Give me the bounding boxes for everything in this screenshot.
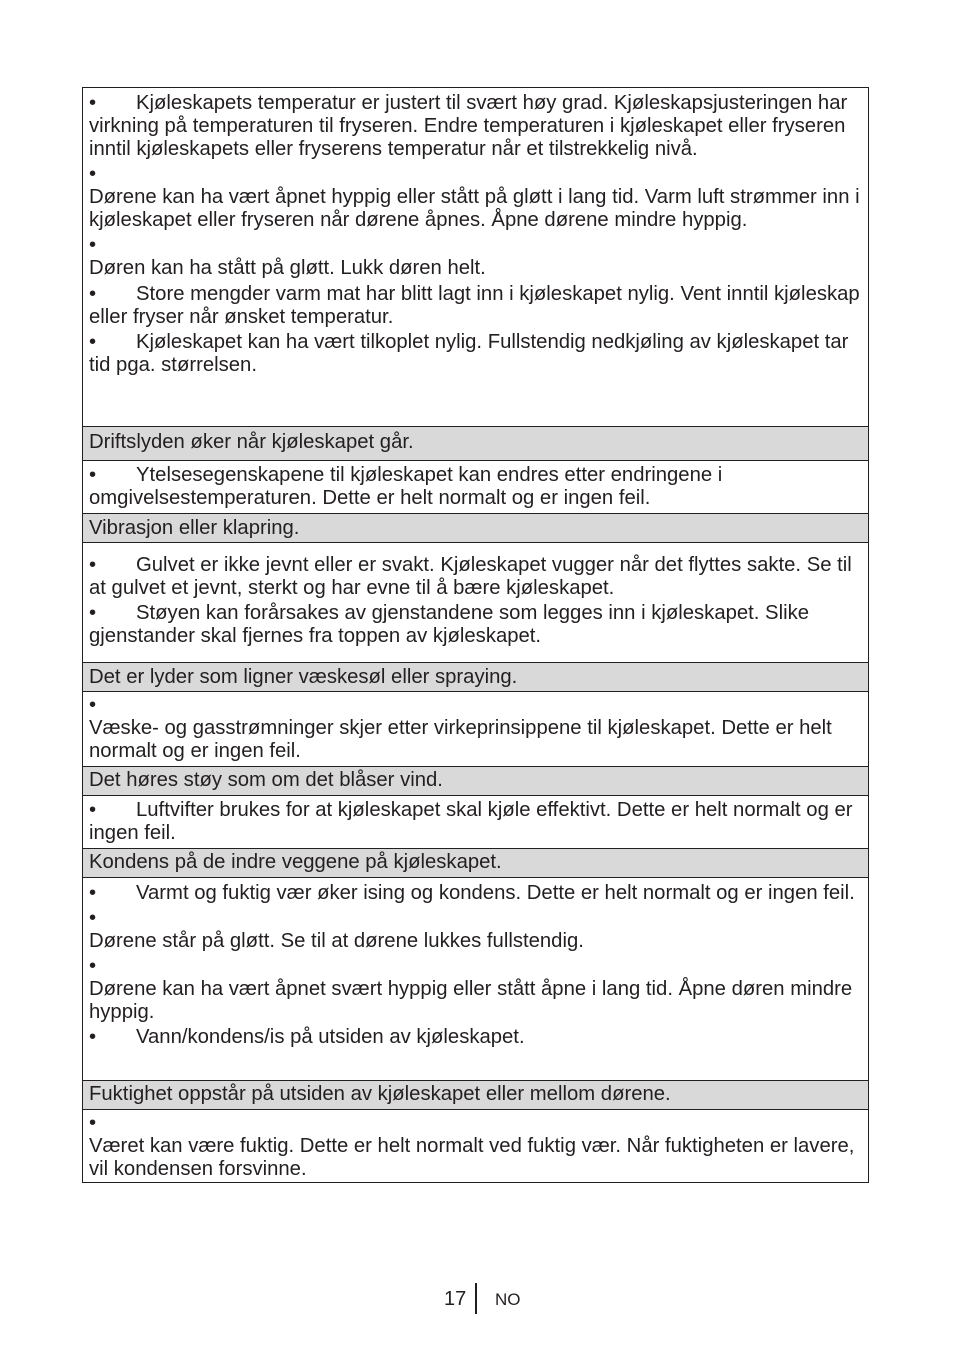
bullet: •: [89, 602, 97, 624]
bullet-paragraph: • Dørene kan ha vært åpnet hyppig eller stått på gløtt i lang tid. Varm luft strømmer inn i kjøleskapet eller fryseren når dørene åpnes. Åpne dørene mindre hyppig.: [89, 163, 862, 232]
table-row: [83, 88, 868, 426]
bullet-paragraph: • Varmt og fuktig vær øker ising og kondens. Dette er helt normalt og er ingen feil.: [89, 882, 855, 904]
bullet: •: [89, 882, 97, 904]
bullet-paragraph: • Kjøleskapet kan ha vært tilkoplet nylig. Fullstendig nedkjøling av kjøleskapet tar tid pga. størrelsen.: [89, 331, 849, 376]
bullet: •: [89, 799, 97, 821]
bullet-paragraph: • Støyen kan forårsakes av gjenstandene som legges inn i kjøleskapet. Slike gjenstander skal fjernes fra toppen av kjøleskapet.: [89, 602, 810, 647]
table-row: [83, 542, 868, 662]
bullet: •: [89, 283, 97, 305]
page-number: 17: [444, 1288, 467, 1310]
bullet-paragraph: • Vann/kondens/is på utsiden av kjøleskapet.: [89, 1026, 525, 1048]
bullet-paragraph: • Dørene kan ha vært åpnet svært hyppig eller stått åpne i lang tid. Åpne døren mindre hyppig.: [89, 955, 862, 1024]
bullet-paragraph: • Gulvet er ikke jevnt eller er svakt. Kjøleskapet vugger når det flyttes sakte. Se til at gulvet et jevnt, sterkt og har evne til å bære kjøleskapet.: [89, 554, 852, 599]
section-heading: Fuktighet oppstår på utsiden av kjøleskapet eller mellom dørene.: [83, 1080, 868, 1109]
bullet: •: [89, 1026, 97, 1048]
section-heading: Driftslyden øker når kjøleskapet går.: [83, 426, 868, 460]
section-heading: Vibrasjon eller klapring.: [83, 513, 868, 542]
bullet: •: [89, 554, 97, 576]
section-heading: Det er lyder som ligner væskesøl eller spraying.: [83, 662, 868, 691]
bullet-paragraph: • Dørene står på gløtt. Se til at dørene lukkes fullstendig.: [89, 907, 862, 953]
section-heading: Det høres støy som om det blåser vind.: [83, 766, 868, 795]
bullet: •: [89, 234, 97, 256]
table-row: [83, 1109, 868, 1182]
section-heading: Kondens på de indre veggene på kjøleskapet.: [83, 848, 868, 877]
bullet: •: [89, 464, 97, 486]
table-row: [83, 877, 868, 1080]
table-row: [83, 795, 868, 848]
table-row: [83, 691, 868, 766]
bullet-paragraph: • Været kan være fuktig. Dette er helt normalt ved fuktig vær. Når fuktigheten er lavere, vil kondensen forsvinne.: [89, 1112, 862, 1181]
bullet-paragraph: • Kjøleskapets temperatur er justert til svært høy grad. Kjøleskapsjusteringen har virkning på temperaturen til fryseren. Endre temperaturen i kjøleskapet eller fryseren inntil kjøleskapets eller fryserens temperatur når et tilstrekkelig nivå.: [89, 92, 848, 160]
bullet-paragraph: • Døren kan ha stått på gløtt. Lukk døren helt.: [89, 234, 862, 280]
bullet-paragraph: • Væske- og gasstrømninger skjer etter virkeprinsippene til kjøleskapet. Dette er helt normalt og er ingen feil.: [89, 694, 862, 763]
bullet: •: [89, 907, 97, 929]
footer-divider: [475, 1283, 477, 1314]
bullet-paragraph: • Store mengder varm mat har blitt lagt inn i kjøleskapet nylig. Vent inntil kjøleskap eller fryser når ønsket temperatur.: [89, 283, 860, 328]
bullet: •: [89, 163, 97, 185]
table-row: [83, 460, 868, 513]
troubleshooting-table: [82, 87, 869, 1183]
language-code: NO: [495, 1290, 521, 1309]
bullet-paragraph: • Ytelsesegenskapene til kjøleskapet kan endres etter endringene i omgivelsestemperaturen. Dette er helt normalt og er ingen feil.: [89, 464, 723, 509]
bullet: •: [89, 1112, 97, 1134]
bullet-paragraph: • Luftvifter brukes for at kjøleskapet skal kjøle effektivt. Dette er helt normalt og er ingen feil.: [89, 799, 853, 844]
bullet: •: [89, 92, 97, 114]
bullet: •: [89, 694, 97, 716]
bullet: •: [89, 331, 97, 353]
page-footer: [0, 1283, 954, 1315]
bullet: •: [89, 955, 97, 977]
